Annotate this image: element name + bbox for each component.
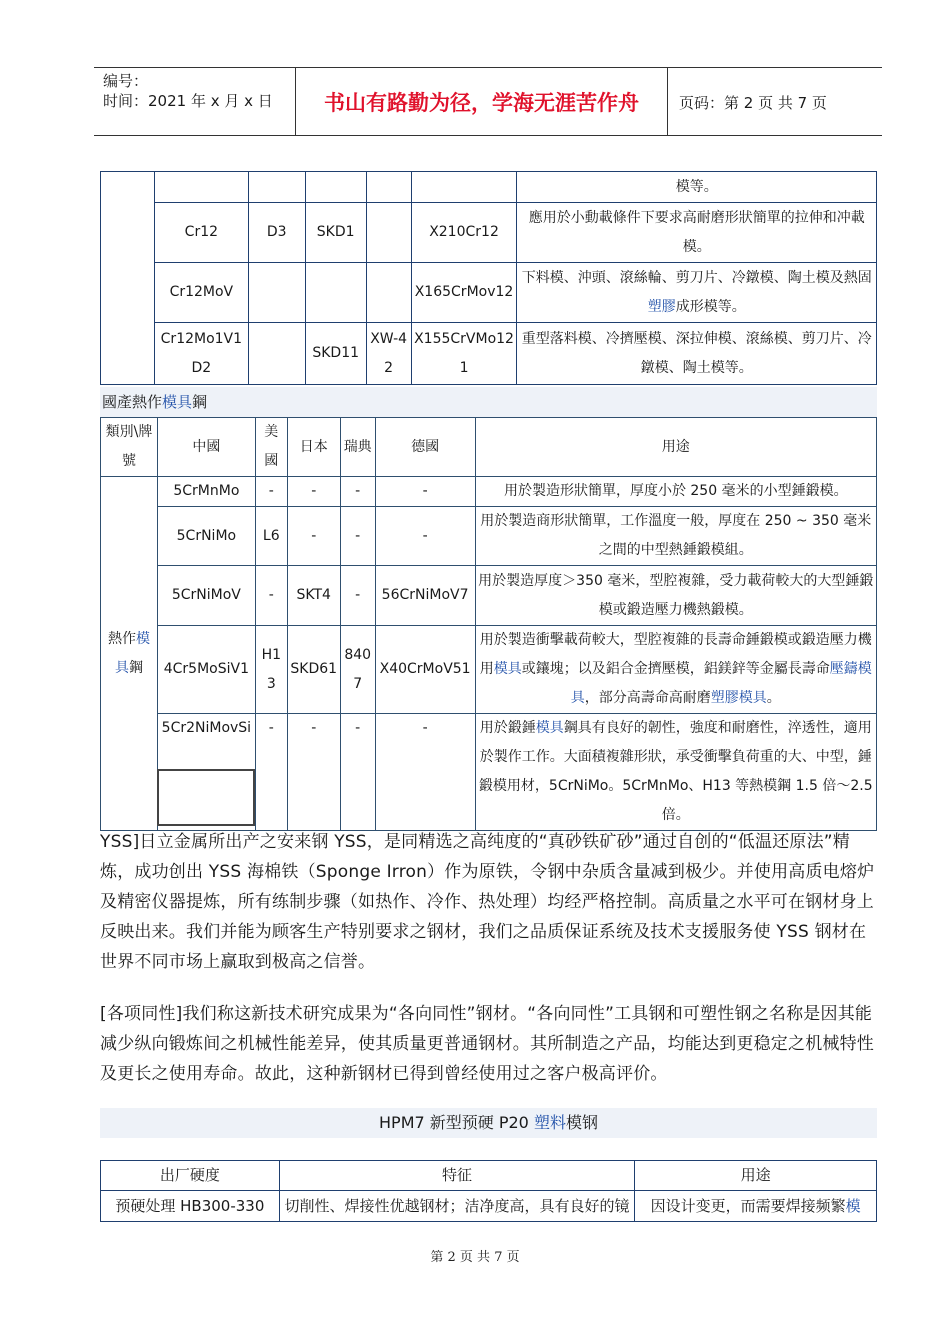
header-meta	[94, 68, 295, 136]
page-footer: 第 2 页 共 7 页	[430, 1250, 520, 1265]
header-feature: 特征	[279, 1161, 635, 1191]
isotropy-paragraph: [各项同性]我们称这新技术研究成果为“各向同性”钢材。“各向同性”工具钢和可塑性钢之名称是因其能减少纵向锻炼间之机械性能差异，使其质量更普通钢材。其所制造之产品，均能达到更稳定之机械特性及更长之使用寿命。故此，这种新钢材已得到曾经使用过之客户极高评价。	[100, 1004, 874, 1084]
header-se: 瑞典	[340, 418, 375, 477]
hot-work-caption: 國產熱作模具鋼	[100, 387, 877, 417]
link-mold[interactable]: 模具	[162, 393, 193, 411]
use-cell: 用於製造衝擊載荷較大，型腔複雜的長壽命錘鍛模或鍛造壓力機用模具或鑲塊；以及鋁合金擠壓模，鋁鎂鋅等金屬長壽命壓鑄模具，部分高壽命高耐磨塑膠模具。	[475, 626, 876, 714]
grade-jp: -	[287, 507, 340, 566]
table-header-row	[101, 418, 877, 477]
category-cell	[101, 172, 155, 385]
grade-jp: SKD1	[305, 203, 366, 263]
grade-cn: Cr12Mo1V1 D2	[154, 323, 248, 385]
use-cell: 下料模、沖頭、滾絲輪、剪刀片、冷鐓模、陶土模及熱固塑膠成形模等。	[517, 263, 877, 323]
table-row	[101, 1191, 877, 1222]
link-mold[interactable]: 模具	[493, 661, 522, 677]
hpm7-table	[100, 1160, 877, 1222]
grade-cn: 4Cr5MoSiV1	[157, 626, 255, 714]
table-row	[101, 172, 877, 203]
grade-se	[366, 263, 411, 323]
link-die-cast-mold[interactable]: 壓鑄模具	[570, 661, 872, 706]
cold-work-steel-table	[100, 171, 877, 385]
grade-de: -	[375, 477, 475, 507]
grade-de: -	[375, 714, 475, 831]
header-motto: 书山有路勤为径，学海无涯苦作舟	[295, 68, 668, 136]
use-cell: 用於製造商形狀簡單，工作溫度一般，厚度在 250 ~ 350 毫米之間的中型熱錘鍛模組。	[475, 507, 876, 566]
link-plastic-mold[interactable]: 塑膠模具	[710, 690, 767, 706]
use-cell: 模等。	[517, 172, 877, 203]
table-row	[101, 323, 877, 385]
grade-jp: -	[287, 477, 340, 507]
table-header-row	[101, 1161, 877, 1191]
header-cn: 中國	[157, 418, 255, 477]
grade-cn: 5Cr2NiMovSi	[157, 714, 255, 831]
table-row	[101, 203, 877, 263]
grade-jp	[305, 263, 366, 323]
grade-jp: SKD61	[287, 626, 340, 714]
table-row	[101, 507, 877, 566]
grade-de: X40CrMoV51	[375, 626, 475, 714]
grade-us: H13	[255, 626, 287, 714]
grade-de: X155CrVMo121	[411, 323, 517, 385]
grade-us: -	[255, 477, 287, 507]
header-use: 用途	[475, 418, 876, 477]
grade-se: -	[340, 566, 375, 626]
grade-us: -	[255, 566, 287, 626]
grade-us	[248, 263, 305, 323]
grade-se: XW-42	[366, 323, 411, 385]
grade-cn: 5CrNiMo	[157, 507, 255, 566]
table-row	[101, 566, 877, 626]
grade-de: -	[375, 507, 475, 566]
doc-number-label: 编号：	[103, 72, 149, 90]
grade-cn: Cr12	[154, 203, 248, 263]
use-cell: 因设计变更，而需要焊接频繁模	[635, 1191, 877, 1222]
grade-us: L6	[255, 507, 287, 566]
use-cell: 重型落料模、冷擠壓模、深拉伸模、滾絲模、剪刀片、冷鐓模、陶土模等。	[517, 323, 877, 385]
grade-cn: Cr12MoV	[154, 263, 248, 323]
grade-se: -	[340, 714, 375, 831]
grade-us: D3	[248, 203, 305, 263]
grade-jp: -	[287, 714, 340, 831]
table-row	[101, 626, 877, 714]
header-jp: 日本	[287, 418, 340, 477]
feature-cell: 切削性、焊接性优越钢材；洁净度高，具有良好的镜	[279, 1191, 635, 1222]
grade-se: -	[340, 507, 375, 566]
header-page-label: 页码：第 2 页 共 7 页	[679, 93, 827, 112]
grade-de: X210Cr12	[411, 203, 517, 263]
empty-cell-box	[157, 769, 255, 826]
grade-cn: 5CrNiMoV	[157, 566, 255, 626]
use-cell: 用於製造厚度＞350 毫米，型腔複雜，受力載荷較大的大型錘鍛模或鍛造壓力機熱鍛模。	[475, 566, 876, 626]
grade-us: -	[255, 714, 287, 831]
hpm7-title: HPM7 新型预硬 P20 塑料模钢	[100, 1108, 877, 1138]
header-hardness: 出厂硬度	[101, 1161, 280, 1191]
header-us: 美國	[255, 418, 287, 477]
grade-jp: SKD11	[305, 323, 366, 385]
grade-us	[248, 323, 305, 385]
grade-cn: 5CrMnMo	[157, 477, 255, 507]
grade-jp: SKT4	[287, 566, 340, 626]
hardness-cell: 预硬处理 HB300-330	[101, 1191, 280, 1222]
category-cell: 熱作模具鋼	[101, 477, 158, 831]
grade-se: -	[340, 477, 375, 507]
table-row	[101, 477, 877, 507]
link-mold[interactable]: 模具	[114, 630, 150, 676]
use-cell: 應用於小動載條件下要求高耐磨形狀簡單的拉伸和冲載模。	[517, 203, 877, 263]
link-mold[interactable]: 模具	[535, 720, 564, 736]
header-use: 用途	[635, 1161, 877, 1191]
doc-time-label: 时间：2021 年 x 月 x 日	[103, 92, 273, 110]
header-de: 德國	[375, 418, 475, 477]
header-category: 類別\牌號	[101, 418, 158, 477]
grade-de: X165CrMov12	[411, 263, 517, 323]
use-cell: 用於鍛錘模具鋼具有良好的韌性，強度和耐磨性，淬透性，適用於製作工作。大面積複雜形狀，承受衝擊負荷重的大、中型，錘鍛模用材，5CrNiMo。5CrMnMo、H13 等熱模鋼 1.5 倍～2.5 倍。	[475, 714, 876, 831]
grade-se: 8407	[340, 626, 375, 714]
grade-se	[366, 203, 411, 263]
link-plastic[interactable]: 塑料	[533, 1113, 566, 1132]
table-row	[101, 263, 877, 323]
link-mold[interactable]: 模	[845, 1196, 861, 1215]
grade-de: 56CrNiMoV7	[375, 566, 475, 626]
yss-paragraph: YSS]日立金属所出产之安来钢 YSS，是同精选之高纯度的“真砂铁矿砂”通过自创的“低温还原法”精炼，成功创出 YSS 海棉铁（Sponge Irron）作为原铁，令钢中杂质含量减到极少。并使用高质电熔炉及精密仪器提炼，所有练制步骤（如热作、冷作、热处理）均经严格控制。高质量之水平可在钢材身上反映出来。我们并能为顾客生产特别要求之钢材，我们之品质保证系统及技术支援服务使 YSS 钢材在世界不同市场上赢取到极高之信誉。	[100, 832, 875, 972]
use-cell: 用於製造形狀簡單，厚度小於 250 毫米的小型錘鍛模。	[475, 477, 876, 507]
link-plastic[interactable]: 塑膠	[647, 298, 676, 315]
page-header	[94, 67, 882, 136]
